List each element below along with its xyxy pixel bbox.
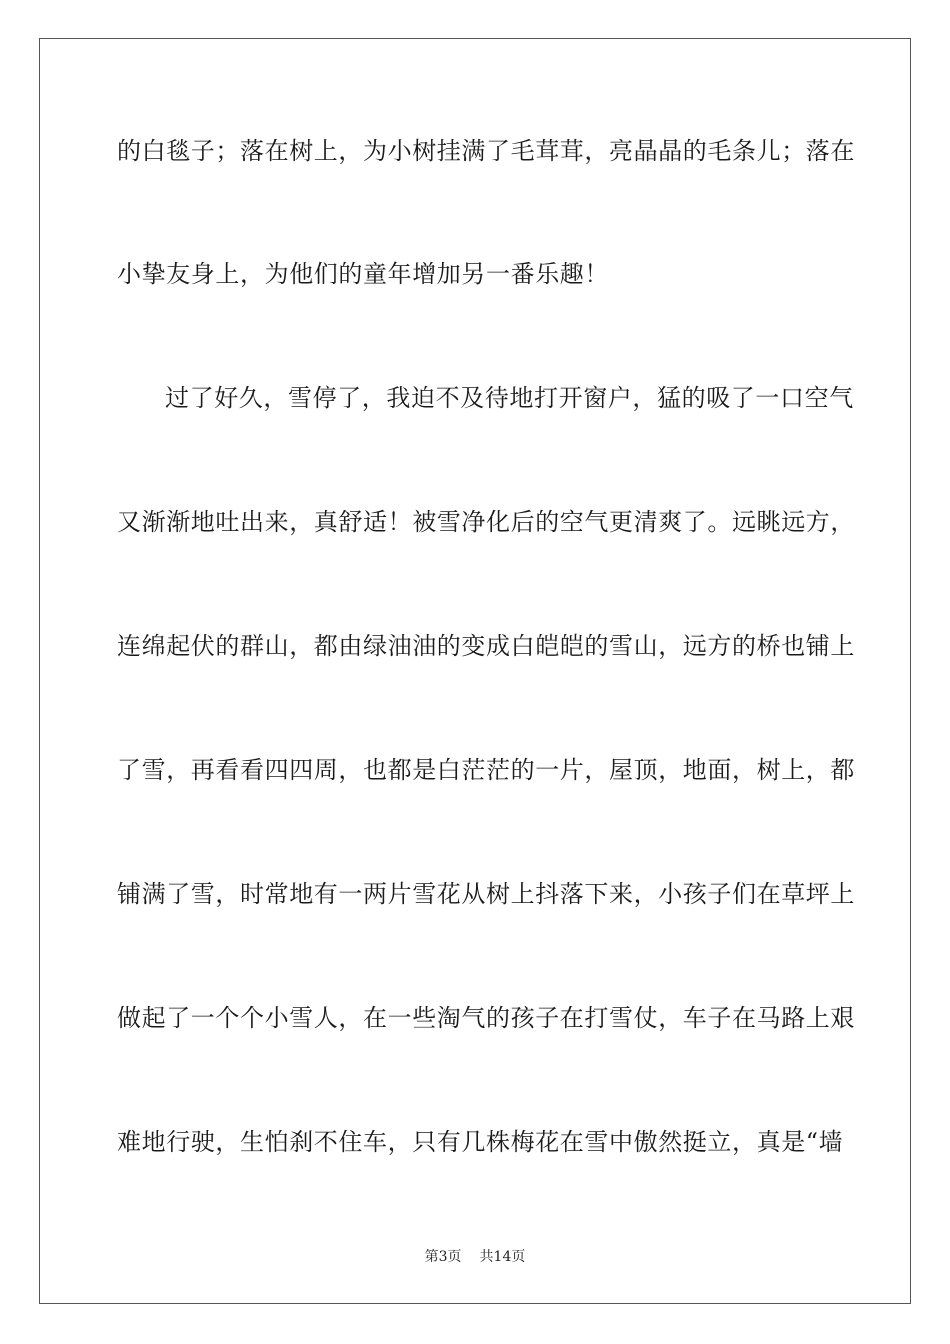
text-line: 难地行驶，生怕刹不住车，只有几株梅花在雪中傲然挺立，真是“墙 [117, 1128, 844, 1156]
text-line: 又渐渐地吐出来，真舒适！被雪净化后的空气更清爽了。远眺远方， [117, 508, 855, 536]
text-line: 了雪，再看看四四周，也都是白茫茫的一片，屋顶，地面，树上，都 [117, 756, 855, 784]
page-number: 第3页 [424, 1249, 462, 1265]
text-line: 的白毯子；落在树上，为小树挂满了毛茸茸，亮晶晶的毛条儿；落在 [117, 137, 855, 165]
text-line: 做起了一个个小雪人，在一些淘气的孩子在打雪仗，车子在马路上艰 [117, 1004, 855, 1032]
page-total: 共14页 [479, 1249, 526, 1265]
text-line: 连绵起伏的群山，都由绿油油的变成白皑皑的雪山，远方的桥也铺上 [117, 632, 855, 660]
text-line: 小挚友身上，为他们的童年增加另一番乐趣！ [117, 260, 609, 288]
page-footer [0, 1248, 950, 1266]
text-line-paragraph-start: 过了好久，雪停了，我迫不及待地打开窗户，猛的吸了一口空气 [165, 384, 854, 412]
text-line: 铺满了雪，时常地有一两片雪花从树上抖落下来，小孩子们在草坪上 [117, 880, 855, 908]
